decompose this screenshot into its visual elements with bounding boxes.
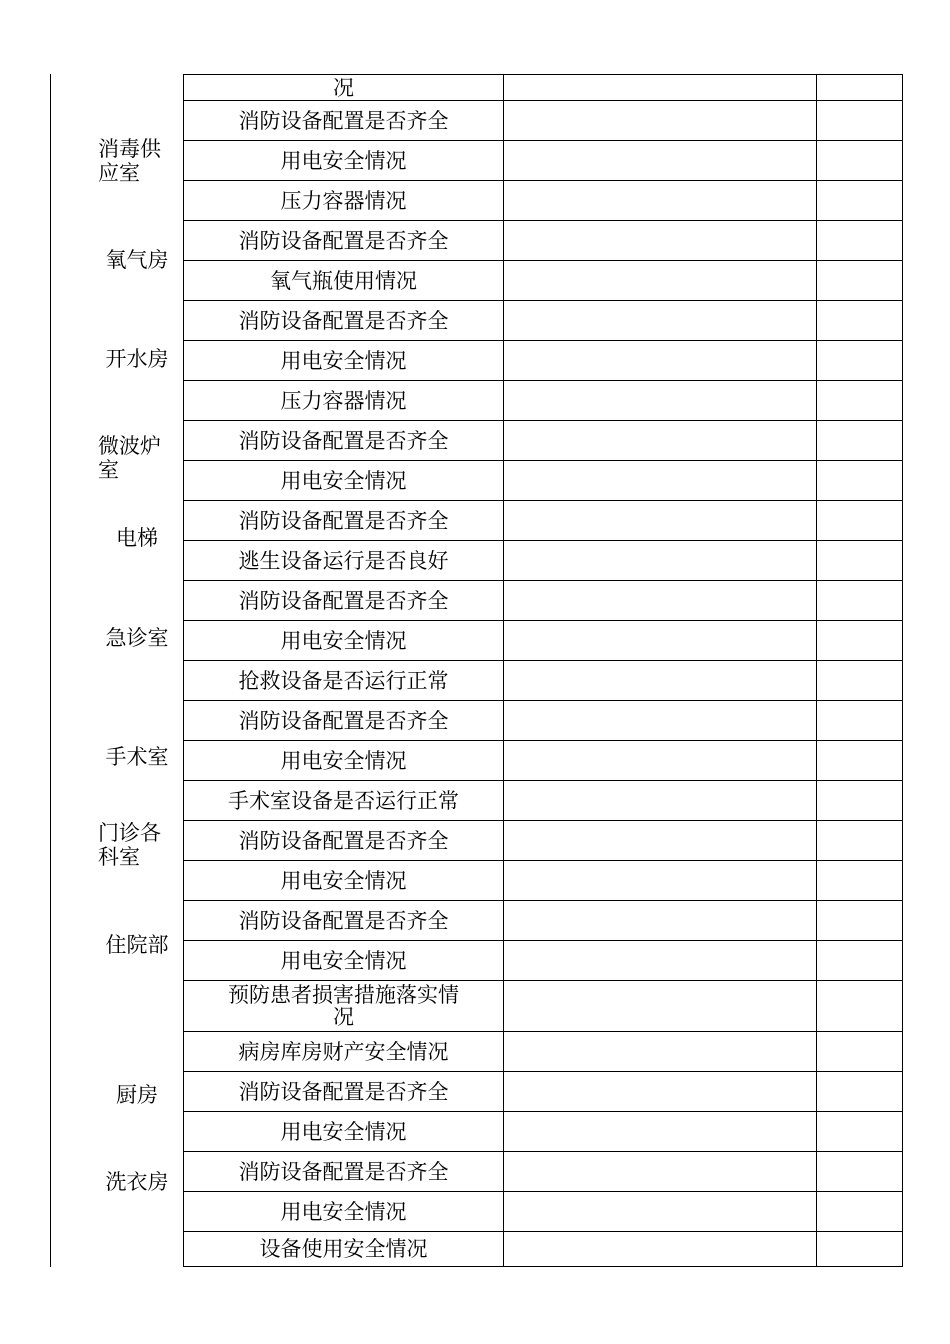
table-row [183,660,903,700]
note-cell[interactable] [817,741,903,780]
area-label: 开水房 [105,347,169,371]
check-item: 抢救设备是否运行正常 [183,661,504,700]
table-row [183,1111,903,1151]
result-cell[interactable] [504,701,817,740]
note-cell[interactable] [817,1192,903,1231]
check-item: 消防设备配置是否齐全 [183,221,504,260]
check-item: 压力容器情况 [183,381,504,420]
note-cell[interactable] [817,1232,903,1266]
check-item: 用电安全情况 [183,861,504,900]
table-row [183,940,903,980]
area-label: 洗衣房 [105,1170,169,1194]
table-row [183,620,903,660]
result-cell[interactable] [504,981,817,1031]
check-item: 消防设备配置是否齐全 [183,501,504,540]
area-label: 电梯 [116,526,158,550]
note-cell[interactable] [817,75,903,100]
note-cell[interactable] [817,861,903,900]
area-label: 门诊各科室 [98,821,161,869]
result-cell[interactable] [504,461,817,500]
check-item: 消防设备配置是否齐全 [183,821,504,860]
note-cell[interactable] [817,341,903,380]
note-cell[interactable] [817,821,903,860]
result-cell[interactable] [504,301,817,340]
result-cell[interactable] [504,381,817,420]
table-row [183,580,903,620]
result-cell[interactable] [504,901,817,940]
result-cell[interactable] [504,621,817,660]
check-item: 用电安全情况 [183,1112,504,1151]
table-row [183,860,903,900]
result-cell[interactable] [504,181,817,220]
table-row [183,260,903,300]
check-item: 手术室设备是否运行正常 [183,781,504,820]
area-label: 手术室 [105,745,169,769]
note-cell[interactable] [817,541,903,580]
note-cell[interactable] [817,581,903,620]
note-cell[interactable] [817,781,903,820]
note-cell[interactable] [817,701,903,740]
note-cell[interactable] [817,1112,903,1151]
check-item: 逃生设备运行是否良好 [183,541,504,580]
table-row [183,500,903,540]
check-item: 用电安全情况 [183,621,504,660]
table-row [183,300,903,340]
result-cell[interactable] [504,1232,817,1266]
result-cell[interactable] [504,1192,817,1231]
inspection-table [183,74,903,1266]
result-cell[interactable] [504,661,817,700]
note-cell[interactable] [817,301,903,340]
note-cell[interactable] [817,261,903,300]
area-label: 厨房 [116,1083,158,1107]
result-cell[interactable] [504,1072,817,1111]
table-row [183,140,903,180]
table-row [183,340,903,380]
table-row [183,1071,903,1111]
table-row [183,100,903,140]
check-item: 用电安全情况 [183,941,504,980]
check-item: 消防设备配置是否齐全 [183,421,504,460]
result-cell[interactable] [504,941,817,980]
note-cell[interactable] [817,381,903,420]
note-cell[interactable] [817,981,903,1031]
note-cell[interactable] [817,101,903,140]
table-row [183,420,903,460]
area-label: 氧气房 [105,248,169,272]
table-row [183,740,903,780]
table-row [183,1231,903,1267]
note-cell[interactable] [817,901,903,940]
table-row [183,180,903,220]
note-cell[interactable] [817,661,903,700]
table-row [183,540,903,580]
table-row [183,220,903,260]
check-item: 压力容器情况 [183,181,504,220]
result-cell[interactable] [504,261,817,300]
result-cell[interactable] [504,861,817,900]
note-cell[interactable] [817,941,903,980]
check-item: 用电安全情况 [183,141,504,180]
check-item: 氧气瓶使用情况 [183,261,504,300]
check-item: 消防设备配置是否齐全 [183,301,504,340]
note-cell[interactable] [817,221,903,260]
table-row [183,820,903,860]
area-label: 消毒供应室 [98,137,161,185]
result-cell[interactable] [504,1152,817,1191]
table-row [183,1031,903,1071]
result-cell[interactable] [504,421,817,460]
table-row [183,1151,903,1191]
check-item: 预防患者损害措施落实情况 [183,981,504,1031]
result-cell[interactable] [504,221,817,260]
result-cell[interactable] [504,1032,817,1071]
check-item: 病房库房财产安全情况 [183,1032,504,1071]
note-cell[interactable] [817,181,903,220]
result-cell[interactable] [504,741,817,780]
table-row [183,900,903,940]
check-item: 消防设备配置是否齐全 [183,701,504,740]
note-cell[interactable] [817,1032,903,1071]
check-item: 消防设备配置是否齐全 [183,581,504,620]
left-margin-rule [50,74,51,1267]
check-item: 消防设备配置是否齐全 [183,901,504,940]
check-item: 消防设备配置是否齐全 [183,1152,504,1191]
result-cell[interactable] [504,541,817,580]
result-cell[interactable] [504,141,817,180]
check-item: 用电安全情况 [183,1192,504,1231]
note-cell[interactable] [817,621,903,660]
check-item: 设备使用安全情况 [183,1232,504,1266]
table-row [183,1191,903,1231]
check-item: 消防设备配置是否齐全 [183,1072,504,1111]
check-item: 用电安全情况 [183,341,504,380]
table-row [183,460,903,500]
result-cell[interactable] [504,821,817,860]
result-cell[interactable] [504,75,817,100]
table-row [183,700,903,740]
area-label: 住院部 [105,933,169,957]
table-row [183,380,903,420]
check-item: 况 [183,75,504,100]
note-cell[interactable] [817,1152,903,1191]
table-row [183,74,903,100]
note-cell[interactable] [817,501,903,540]
check-item: 用电安全情况 [183,741,504,780]
note-cell[interactable] [817,141,903,180]
area-label: 急诊室 [105,626,169,650]
result-cell[interactable] [504,501,817,540]
result-cell[interactable] [504,101,817,140]
result-cell[interactable] [504,1112,817,1151]
note-cell[interactable] [817,461,903,500]
note-cell[interactable] [817,421,903,460]
result-cell[interactable] [504,341,817,380]
table-row [183,780,903,820]
result-cell[interactable] [504,781,817,820]
check-item: 用电安全情况 [183,461,504,500]
check-item: 消防设备配置是否齐全 [183,101,504,140]
area-label: 微波炉室 [98,434,161,482]
note-cell[interactable] [817,1072,903,1111]
table-row [183,980,903,1031]
result-cell[interactable] [504,581,817,620]
